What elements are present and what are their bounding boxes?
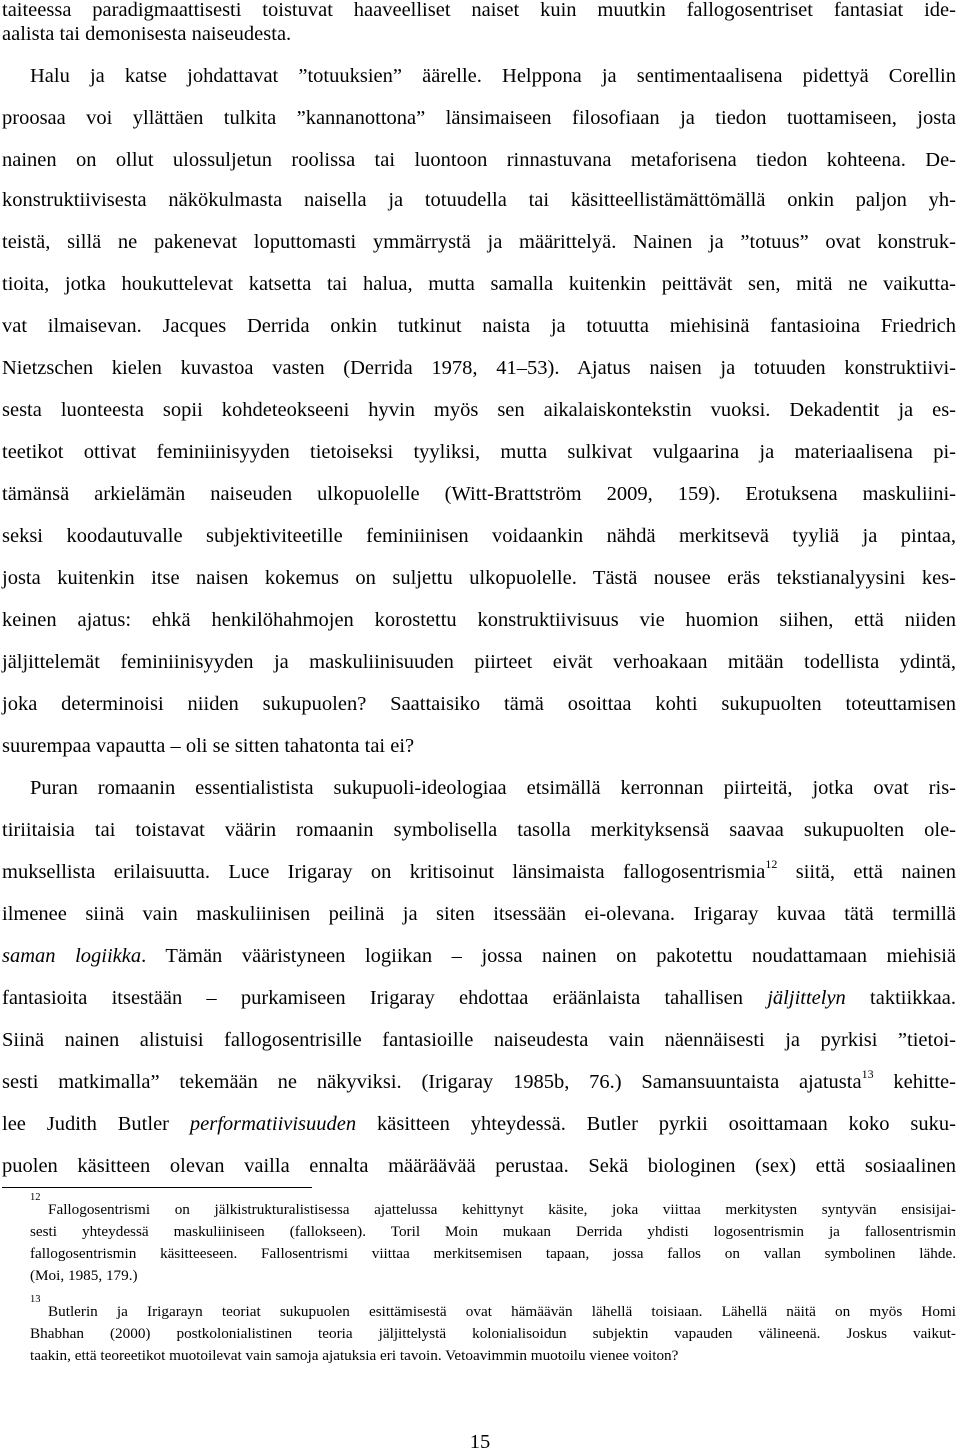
text-run: Siinä nainen alistuisi fallogosentrisille fantasioille naiseudesta vain näennäisesti ja pyrkisi ”tietoi- bbox=[2, 1029, 956, 1051]
text-run: aalista tai demonisesta naiseudesta. bbox=[2, 23, 292, 45]
footnote-number: 13 bbox=[30, 1294, 41, 1305]
text-run: Puran romaanin essentialistista sukupuoli-ideologiaa etsimällä kerronnan piirteitä, jotka ovat ris- bbox=[30, 777, 956, 799]
text-run: muksellista erilaisuutta. Luce Irigaray on kritisoinut länsimaista fallogosentrismia bbox=[2, 861, 766, 883]
body-line bbox=[2, 106, 956, 130]
footnote-line: fallogosentrismin käsitteeseen. Fallosentrismi viittaa merkitsemisen tapaan, jossa fallos on vallan symbolinen lähde. bbox=[30, 1245, 956, 1262]
footnote-separator bbox=[2, 1187, 312, 1188]
footnote-line: sesti yhteydessä maskuliiniseen (fallokseen). Toril Moin mukaan Derrida yhdisti logosentrismin ja fallosentrismin bbox=[30, 1223, 956, 1240]
body-line bbox=[2, 148, 956, 172]
body-line bbox=[2, 857, 956, 884]
text-run: taiteessa paradigmaattisesti toistuvat haaveelliset naiset kuin muutkin fallogosentriset fantasiat ide- bbox=[2, 0, 956, 21]
body-line bbox=[30, 64, 956, 88]
footnote-line: Fallogosentrismi on jälkistrukturalistisessa ajattelussa kehittynyt käsite, joka viittaa merkitysten syntyvän ensisijai- bbox=[48, 1201, 956, 1218]
text-run: puolen käsitteen olevan vailla ennalta määräävää perustaa. Sekä biologinen (sex) että sosiaalinen bbox=[2, 1155, 956, 1177]
body-line bbox=[2, 818, 956, 842]
text-run: tiriitaisia tai toistavat väärin romaanin symbolisella tasolla merkityksensä saavaa sukupuolten ole- bbox=[2, 819, 956, 841]
text-run: teetikot ottivat feminiinisyyden tietoiseksi tyyliksi, mutta sulkivat vulgaarina ja materiaalisena pi- bbox=[2, 441, 956, 463]
body-line bbox=[30, 776, 956, 800]
text-run: ilmenee siinä vain maskuliinisen peilinä ja siten itsessään ei-olevana. Irigaray kuvaa tätä termillä bbox=[2, 903, 956, 925]
body-line bbox=[2, 314, 956, 338]
footnote-line: (Moi, 1985, 179.) bbox=[30, 1267, 138, 1284]
body-line bbox=[2, 1067, 956, 1094]
italic-term: saman logiikka bbox=[2, 945, 142, 967]
body-line bbox=[2, 0, 956, 22]
body-line bbox=[2, 734, 956, 758]
text-run: teistä, sillä ne pakenevat loputtomasti ymmärrystä ja määrittelyä. Nainen ja ”totuus” ovat konstruk- bbox=[2, 231, 956, 253]
text-run: siitä, että nainen bbox=[777, 861, 956, 883]
text-run: käsitteen yhteydessä. Butler pyrkii osoittamaan koko suku- bbox=[356, 1113, 956, 1135]
footnote-line: taakin, että teoreetikot muotoilevat vain samoja ajatuksia eri tavoin. Vetoavimmin muotoilu vienee voiton? bbox=[30, 1347, 679, 1364]
text-run: josta kuitenkin itse naisen kokemus on suljettu ulkopuolelle. Tästä nousee eräs tekstianalyysini kes- bbox=[2, 567, 956, 589]
text-run: jäljittelemät feminiinisyyden ja maskuliinisuuden piirteet eivät verhoakaan mitään todellista ydintä, bbox=[2, 651, 956, 673]
text-run: konstruktiivisesta näkökulmasta naisella ja totuudella tai käsitteellistämättömällä onkin paljon yh- bbox=[2, 189, 956, 211]
text-run: seksi koodautuvalle subjektiviteetille feminiinisen voidaankin nähdä merkitsevä tyyliä ja pintaa, bbox=[2, 525, 956, 547]
body-line bbox=[2, 356, 956, 380]
italic-term: jäljittelyn bbox=[767, 987, 846, 1009]
text-run: . Tämän vääristyneen logiikan – jossa nainen on pakotettu noudattamaan miehisiä bbox=[141, 945, 956, 967]
page-number: 15 bbox=[469, 1431, 491, 1453]
text-run: taktiikkaa. bbox=[845, 987, 956, 1009]
body-line bbox=[2, 692, 956, 716]
text-run: proosaa voi yllättäen tulkita ”kannanottona” länsimaiseen filosofiaan ja tiedon tuottamiseen, josta bbox=[2, 107, 956, 129]
text-run: sesti matkimalla” tekemään ne näkyviksi. (Irigaray 1985b, 76.) Samansuuntaista ajatusta bbox=[2, 1071, 862, 1093]
body-line bbox=[2, 902, 956, 926]
text-run: keinen ajatus: ehkä henkilöhahmojen korostettu konstruktiivisuus vie huomion siihen, että niiden bbox=[2, 609, 956, 631]
body-line bbox=[2, 22, 956, 46]
body-line bbox=[2, 944, 956, 968]
italic-term: performatiivisuuden bbox=[189, 1113, 357, 1135]
body-line bbox=[2, 1112, 956, 1136]
body-line bbox=[2, 1154, 956, 1178]
body-line bbox=[2, 986, 956, 1010]
body-line bbox=[2, 398, 956, 422]
body-line bbox=[2, 188, 956, 212]
text-run: tioita, jotka houkuttelevat katsetta tai halua, mutta samalla kuitenkin peittävät sen, mitä ne vaikutta- bbox=[2, 273, 956, 295]
text-run: joka determinoisi niiden sukupuolen? Saattaisiko tämä osoittaa kohti sukupuolten toteuttamisen bbox=[2, 693, 956, 715]
text-run: fantasioita itsestään – purkamiseen Irigaray ehdottaa eräänlaista tahallisen bbox=[2, 987, 768, 1009]
text-run: tämänsä arkielämän naiseuden ulkopuolelle (Witt-Brattström 2009, 159). Erotuksena maskuliini- bbox=[2, 483, 956, 505]
footnote-reference: 13 bbox=[861, 1067, 874, 1082]
footnote-line: Bhabhan (2000) postkolonialistinen teoria jäljittelystä kolonialisoidun subjektin vapauden välineenä. Joskus vaikut- bbox=[30, 1325, 956, 1342]
text-run: vat ilmaisevan. Jacques Derrida onkin tutkinut naista ja totuutta miehisinä fantasioina Friedrich bbox=[2, 315, 956, 337]
footnote-number: 12 bbox=[30, 1192, 41, 1203]
body-line bbox=[2, 608, 956, 632]
text-run: nainen on ollut ulossuljetun roolissa tai luontoon rinnastuvana metaforisena tiedon kohteena. De- bbox=[2, 149, 956, 171]
text-run: Halu ja katse johdattavat ”totuuksien” äärelle. Helppona ja sentimentaalisena pidettyä Corellin bbox=[30, 65, 956, 87]
text-run: Nietzschen kielen kuvastoa vasten (Derrida 1978, 41–53). Ajatus naisen ja totuuden konstruktiivi- bbox=[2, 357, 956, 379]
footnote-reference: 12 bbox=[765, 857, 778, 872]
body-line bbox=[2, 272, 956, 296]
body-line bbox=[2, 440, 956, 464]
body-line bbox=[2, 650, 956, 674]
body-line bbox=[2, 524, 956, 548]
body-line bbox=[2, 230, 956, 254]
body-line bbox=[2, 1028, 956, 1052]
text-run: sesta luonteesta sopii kohdeteokseeni hyvin myös sen aikalaiskontekstin vuoksi. Dekadentit ja es- bbox=[2, 399, 956, 421]
text-run: lee Judith Butler bbox=[2, 1113, 190, 1135]
body-line bbox=[2, 482, 956, 506]
footnote-line: Butlerin ja Irigarayn teoriat sukupuolen esittämisestä ovat hämäävän lähellä toisiaan. Lähellä näitä on myös Homi bbox=[48, 1303, 956, 1320]
text-run: suurempaa vapautta – oli se sitten tahatonta tai ei? bbox=[2, 735, 415, 757]
text-run: kehitte- bbox=[873, 1071, 956, 1093]
body-line bbox=[2, 566, 956, 590]
